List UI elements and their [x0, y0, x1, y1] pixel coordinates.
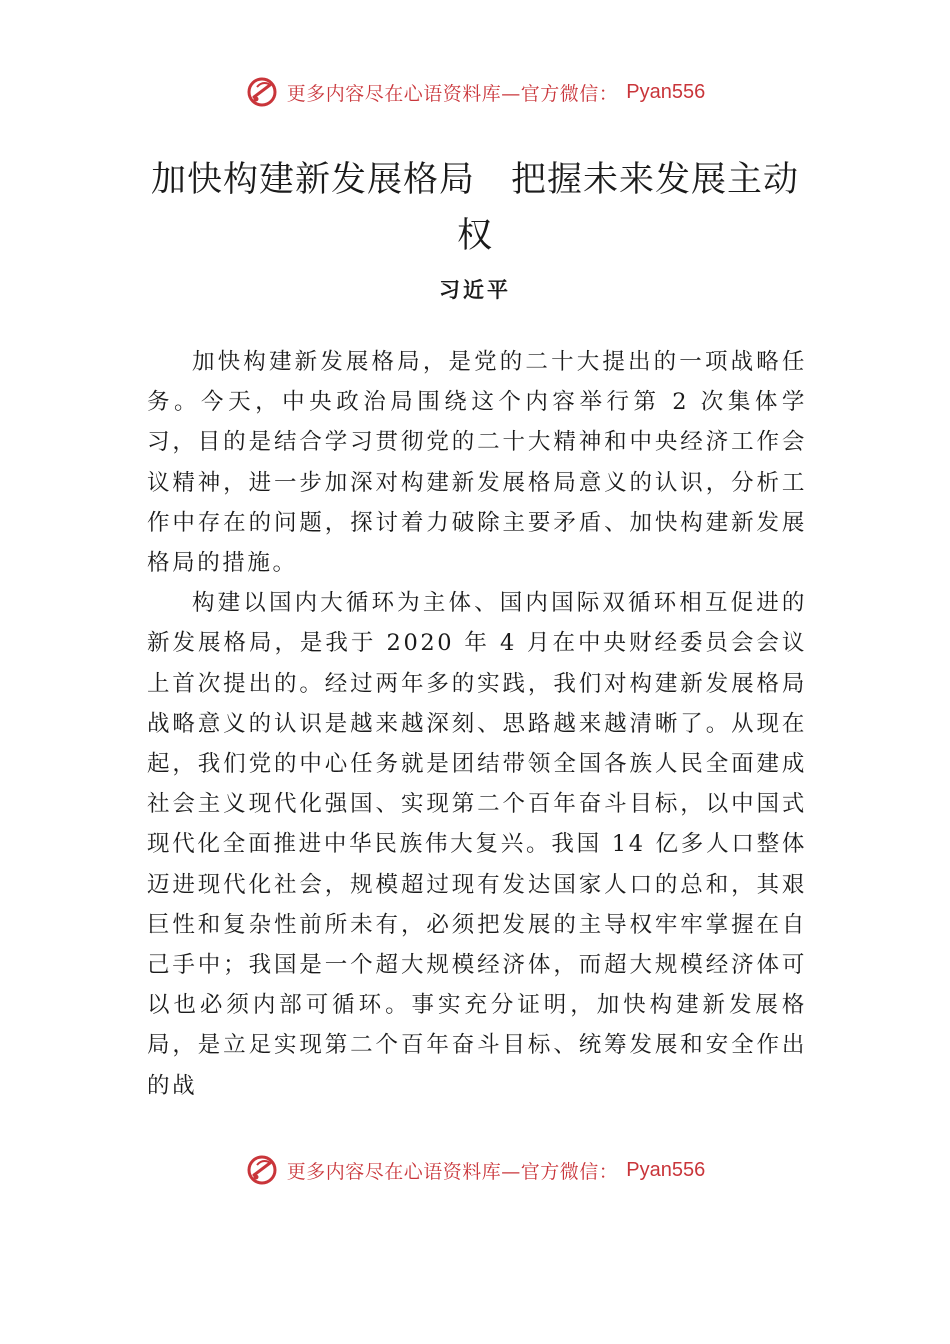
banner-text: 更多内容尽在心语资料库—官方微信： [286, 1160, 619, 1183]
logo-icon [245, 1153, 279, 1187]
paragraph-1: 加快构建新发展格局，是党的二十大提出的一项战略任务。今天，中央政治局围绕这个内容举行第 2 次集体学习，目的是结合学习贯彻党的二十大精神和中央经济工作会议精神，进一步加深对构建新发展格局意义的认识，分析工作中存在的问题，探讨着力破除主要矛盾、加快构建新发展格局的措施。 [147, 349, 807, 577]
banner-text: 更多内容尽在心语资料库—官方微信： [286, 82, 619, 105]
title-part-2: 把握未来发展主动权 [456, 160, 800, 256]
article-body [147, 342, 807, 1106]
title-part-1: 加快构建新发展格局 [150, 160, 475, 200]
author: 习近平 [439, 277, 511, 302]
logo-icon [245, 75, 279, 109]
banner-wechat-id: Pyan556 [626, 80, 706, 103]
page-title [140, 152, 810, 264]
header-banner [0, 70, 950, 114]
paragraph-2: 构建以国内大循环为主体、国内国际双循环相互促进的新发展格局，是我于 2020 年 4 月在中央财经委员会会议上首次提出的。经过两年多的实践，我们对构建新发展格局战略意义的认识是越来越深刻、思路越来越清晰了。从现在起，我们党的中心任务就是团结带领全国各族人民全面建成社会主义现代化强国、实现第二个百年奋斗目标，以中国式现代化全面推进中华民族伟大复兴。我国 14 亿多人口整体迈进现代化社会，规模超过现有发达国家人口的总和，其艰巨性和复杂性前所未有，必须把发展的主导权牢牢掌握在自己手中；我国是一个超大规模经济体，而超大规模经济体可以也必须内部可循环。事实充分证明，加快构建新发展格局，是立足实现第二个百年奋斗目标、统筹发展和安全作出的战 [147, 590, 807, 1099]
footer-banner [0, 1148, 950, 1192]
banner-wechat-id: Pyan556 [626, 1158, 706, 1181]
